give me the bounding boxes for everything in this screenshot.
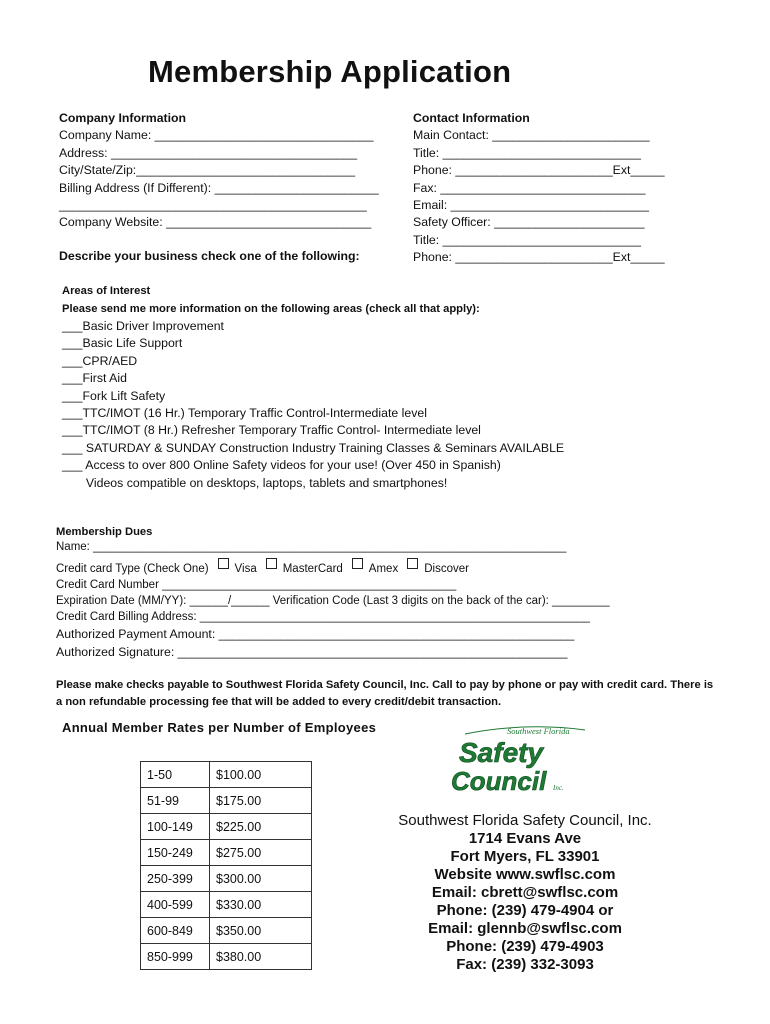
- rate-range: 51-99: [141, 788, 210, 814]
- billing-address-field[interactable]: Billing Address (If Different): ________________________: [59, 180, 379, 195]
- email-field[interactable]: Email: _____________________________: [413, 198, 649, 213]
- logo-top-text: Southwest Florida: [507, 726, 570, 736]
- rate-price: $330.00: [210, 892, 312, 918]
- rates-title: Annual Member Rates per Number of Employees: [62, 720, 377, 735]
- logo-inc: Inc.: [553, 784, 564, 792]
- rate-range: 150-249: [141, 840, 210, 866]
- table-row: [141, 762, 312, 788]
- table-row: [141, 918, 312, 944]
- logo-graphic: [445, 720, 595, 800]
- safety-officer-field[interactable]: Safety Officer: ______________________: [413, 215, 645, 230]
- phone-field[interactable]: Phone: _______________________Ext_____: [413, 163, 665, 178]
- org-city: Fort Myers, FL 33901: [450, 848, 600, 865]
- areas-subheading: Please send me more information on the following areas (check all that apply):: [62, 302, 480, 315]
- company-website-field[interactable]: Company Website: ______________________________: [59, 215, 372, 230]
- name-field[interactable]: Name: __________________________________________________________________________: [56, 541, 567, 553]
- membership-dues-section: [56, 525, 610, 661]
- discover-checkbox[interactable]: [407, 558, 418, 569]
- area-item-basic-driver[interactable]: ___Basic Driver Improvement: [62, 319, 224, 333]
- rates-table: [140, 761, 312, 970]
- rate-price: $300.00: [210, 866, 312, 892]
- checks-payable-note: Please make checks payable to Southwest Florida Safety Council, Inc. Call to pay by phone or pay with credit card. There is a non refundable processing fee that will be added to every credit/debit transaction.: [56, 679, 714, 708]
- logo-word-council: Council: [451, 766, 547, 796]
- org-email-1: Email: cbrett@swflsc.com: [431, 884, 619, 901]
- amex-label: Amex: [368, 563, 399, 575]
- describe-business-label: Describe your business check one of the following:: [59, 248, 360, 263]
- expiration-date-field[interactable]: Expiration Date (MM/YY): ______/______ Verification Code (Last 3 digits on the back of the car): _________: [56, 595, 610, 607]
- credit-card-billing-address-field[interactable]: Credit Card Billing Address: _____________________________________________________________: [56, 611, 590, 623]
- rate-price: $380.00: [210, 944, 312, 970]
- rate-price: $350.00: [210, 918, 312, 944]
- area-item-videos-note: Videos compatible on desktops, laptops, tablets and smartphones!: [62, 475, 448, 490]
- safety-council-logo: [445, 720, 595, 800]
- title-field[interactable]: Title: _____________________________: [413, 145, 641, 160]
- table-row: [141, 892, 312, 918]
- area-item-ttc-16hr[interactable]: ___TTC/IMOT (16 Hr.) Temporary Traffic Control-Intermediate level: [62, 406, 427, 421]
- areas-heading: Areas of Interest: [62, 285, 151, 297]
- rate-range: 1-50: [141, 762, 210, 788]
- city-state-zip-field[interactable]: City/State/Zip:________________________________: [59, 163, 356, 178]
- areas-of-interest-section: [62, 283, 564, 492]
- table-row: [141, 840, 312, 866]
- mastercard-checkbox[interactable]: [266, 558, 277, 569]
- safety-officer-phone-field[interactable]: Phone: _______________________Ext_____: [413, 250, 665, 265]
- rate-range: 100-149: [141, 814, 210, 840]
- rate-range: 400-599: [141, 892, 210, 918]
- org-fax: Fax: (239) 332-3093: [456, 956, 594, 973]
- rate-price: $225.00: [210, 814, 312, 840]
- area-item-ttc-8hr[interactable]: ___TTC/IMOT (8 Hr.) Refresher Temporary Traffic Control- Intermediate level: [62, 423, 481, 438]
- table-row: [141, 866, 312, 892]
- org-street: 1714 Evans Ave: [468, 830, 582, 847]
- area-item-online-videos[interactable]: ___ Access to over 800 Online Safety videos for your use! (Over 450 in Spanish): [62, 458, 501, 473]
- org-website: Website www.swflsc.com: [434, 866, 616, 883]
- visa-label: Visa: [234, 563, 257, 575]
- organization-contact-block: [380, 812, 670, 974]
- rate-range: 250-399: [141, 866, 210, 892]
- area-item-fork-lift[interactable]: ___Fork Lift Safety: [62, 388, 166, 403]
- company-name-field[interactable]: Company Name: ________________________________: [59, 128, 374, 143]
- mastercard-label: MasterCard: [282, 563, 343, 575]
- rate-price: $175.00: [210, 788, 312, 814]
- rate-price: $100.00: [210, 762, 312, 788]
- address-field[interactable]: Address: ____________________________________: [59, 145, 358, 160]
- fax-field[interactable]: Fax: ______________________________: [413, 180, 646, 195]
- credit-card-type-row: [56, 558, 610, 577]
- billing-address-continued-field[interactable]: _____________________________________________: [59, 198, 367, 213]
- org-email-2: Email: glennb@swflsc.com: [428, 920, 622, 937]
- area-item-basic-life-support[interactable]: ___Basic Life Support: [62, 336, 183, 351]
- dues-heading: Membership Dues: [56, 526, 153, 538]
- company-information-section: [59, 110, 379, 265]
- table-row: [141, 814, 312, 840]
- page-title: Membership Application: [148, 54, 512, 89]
- amex-checkbox[interactable]: [352, 558, 363, 569]
- credit-card-number-field[interactable]: Credit Card Number ______________________________________________: [56, 579, 457, 591]
- visa-checkbox[interactable]: [218, 558, 229, 569]
- area-item-weekend-classes[interactable]: ___ SATURDAY & SUNDAY Construction Industry Training Classes & Seminars AVAILABLE: [62, 440, 565, 455]
- area-item-first-aid[interactable]: ___First Aid: [62, 371, 127, 386]
- logo-word-safety: Safety: [459, 737, 544, 768]
- contact-information-section: [413, 110, 665, 267]
- discover-label: Discover: [424, 563, 469, 575]
- organization-name: Southwest Florida Safety Council, Inc.: [398, 812, 652, 829]
- contact-information-heading: Contact Information: [413, 111, 530, 125]
- org-phone-2: Phone: (239) 479-4903: [446, 938, 604, 955]
- org-phone-1: Phone: (239) 479-4904 or: [436, 902, 614, 919]
- rate-range: 600-849: [141, 918, 210, 944]
- safety-officer-title-field[interactable]: Title: _____________________________: [413, 232, 641, 247]
- credit-card-type-label: Credit card Type (Check One): [56, 563, 209, 575]
- rate-price: $275.00: [210, 840, 312, 866]
- table-row: [141, 944, 312, 970]
- authorized-signature-field[interactable]: Authorized Signature: _________________________________________________________: [56, 645, 568, 659]
- company-information-heading: Company Information: [59, 111, 187, 125]
- main-contact-field[interactable]: Main Contact: _______________________: [413, 128, 650, 143]
- table-row: [141, 788, 312, 814]
- authorized-payment-amount-field[interactable]: Authorized Payment Amount: ____________________________________________________: [56, 627, 575, 641]
- area-item-cpr-aed[interactable]: ___CPR/AED: [62, 353, 138, 368]
- rate-range: 850-999: [141, 944, 210, 970]
